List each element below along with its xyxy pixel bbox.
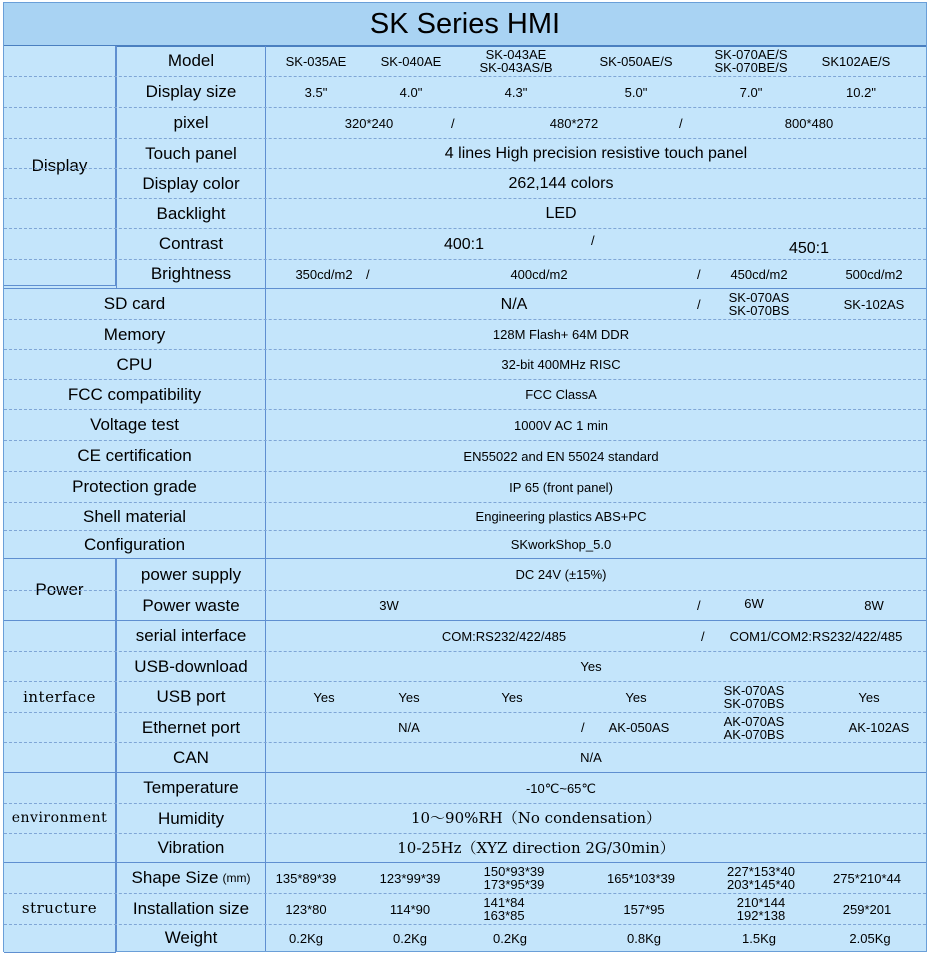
label-touch: Touch panel [116,139,266,168]
label-usb-port: USB port [116,682,266,712]
cell-weight-4: 0.8Kg [627,930,661,946]
cell-install-5 [716,894,806,924]
cell-model-4: SK-050AE/S [599,53,673,69]
label-power-supply: power supply [116,559,266,590]
cell-eth-3 [704,713,804,742]
cell-weight-2: 0.2Kg [393,930,427,946]
bright-sep-2: / [697,266,701,282]
row-model [4,46,926,77]
cell-protection: IP 65 (front panel) [509,479,613,495]
cell-weight-5: 1.5Kg [742,930,776,946]
cell-backlight: LED [545,205,577,222]
cell-pixel-3: 800*480 [784,115,834,131]
row-color [4,169,926,199]
cell-weight-3: 0.2Kg [493,930,527,946]
serial-sep: / [701,628,705,644]
cell-contrast-1: 400:1 [443,235,485,253]
row-display-size [4,77,926,108]
cell-shape-3a: 150*93*39 [483,864,545,879]
row-shell [4,503,926,531]
label-brightness: Brightness [116,260,266,288]
label-shape-unit: (mm) [222,871,251,885]
row-ethernet [4,713,926,743]
cell-size-4: 5.0" [624,84,648,100]
label-cpu: CPU [4,350,266,379]
cell-model-5a: SK-070AE/S [714,47,788,62]
row-usb-port [4,682,926,713]
cell-usb-3: Yes [501,689,523,705]
cell-sd-2b: SK-070BS [728,303,790,318]
row-brightness [4,260,926,289]
label-usb-download: USB-download [116,652,266,681]
cell-size-2: 4.0" [399,84,423,100]
row-power-supply [4,559,926,591]
cell-size-6: 10.2" [846,84,876,100]
cell-sd-1: N/A [500,295,528,313]
cell-bright-2: 400cd/m2 [510,266,568,282]
cell-voltage: 1000V AC 1 min [514,417,608,433]
row-humidity [4,804,926,834]
cell-usb-5a: SK-070AS [723,683,785,698]
cell-install-2: 114*90 [389,901,431,917]
cell-install-3b: 163*85 [483,908,525,923]
cell-sd-2a: SK-070AS [728,290,790,305]
cell-weight-6: 2.05Kg [849,930,891,946]
row-install [4,894,926,925]
cell-temperature: -10℃~65℃ [525,780,597,796]
cell-waste-2: 6W [744,596,764,611]
row-shape [4,863,926,894]
cell-pixel-1: 320*240 [344,115,394,131]
label-protection: Protection grade [4,472,266,502]
cell-cpu: 32-bit 400MHz RISC [501,357,621,372]
pixel-sep-1: / [451,115,455,131]
row-pixel [4,108,926,139]
cell-pixel-2: 480*272 [549,115,599,131]
cell-model-1: SK-035AE [285,53,347,69]
waste-sep: / [697,598,701,613]
cell-sd-3: SK-102AS [843,296,905,312]
cell-model-2: SK-040AE [380,53,442,69]
bright-sep-1: / [366,266,370,282]
label-ce: CE certification [4,441,266,471]
label-contrast: Contrast [116,229,266,259]
label-voltage: Voltage test [4,410,266,440]
row-power-waste [4,591,926,621]
cell-touch: 4 lines High precision resistive touch panel [444,145,748,162]
row-sd [4,289,926,320]
cell-model-3 [456,46,576,76]
cell-shape-3b: 173*95*39 [483,877,545,892]
label-backlight: Backlight [116,199,266,228]
cell-usb-1: Yes [313,689,335,705]
cell-usb-download: Yes [580,659,602,674]
group-display: Display [4,46,116,286]
cell-install-3 [464,894,544,924]
cell-eth-3a: AK-070AS [723,713,785,729]
cell-serial-2: COM1/COM2:RS232/422/485 [729,628,903,644]
cell-size-1: 3.5" [304,84,328,100]
cell-shape-4: 165*103*39 [607,870,675,886]
row-cpu [4,350,926,380]
cell-model-5b: SK-070BE/S [714,60,788,75]
cell-serial-1: COM:RS232/422/485 [441,628,567,644]
cell-usb-5b: SK-070BS [723,696,785,711]
row-vibration [4,834,926,863]
cell-memory: 128M Flash+ 64M DDR [492,327,630,342]
cell-model-5 [696,46,806,76]
cell-shape-5 [716,863,806,893]
label-vibration: Vibration [116,834,266,862]
label-ethernet: Ethernet port [116,713,266,742]
group-environment: environment [4,773,116,863]
row-temperature [4,773,926,804]
row-voltage [4,410,926,441]
group-interface: interface [4,621,116,773]
cell-shape-3 [474,863,554,893]
cell-ce: EN55022 and EN 55024 standard [463,448,659,464]
cell-eth-2: AK-050AS [608,720,670,735]
label-display-size: Display size [116,77,266,107]
label-can: CAN [116,743,266,772]
row-fcc [4,380,926,410]
cell-fcc: FCC ClassA [525,387,597,402]
row-config [4,531,926,559]
row-serial [4,621,926,652]
label-color: Display color [116,169,266,198]
cell-bright-3: 450cd/m2 [730,266,788,282]
cell-usb-6: Yes [858,689,880,705]
cell-usb-5 [704,682,804,712]
label-model: Model [116,46,266,76]
cell-usb-4: Yes [625,689,647,705]
row-contrast [4,229,926,260]
row-weight [4,925,926,951]
group-structure: structure [4,863,116,953]
cell-model-3a: SK-043AE [485,47,547,62]
cell-install-5b: 192*138 [736,908,786,923]
cell-shape-5b: 203*145*40 [727,877,795,892]
cell-vibration: 10-25Hz（XYZ direction 2G/30min） [397,838,675,857]
label-fcc: FCC compatibility [4,380,266,409]
label-shape [116,863,266,893]
spec-table [3,2,927,952]
label-memory: Memory [4,320,266,349]
eth-sep: / [581,720,585,735]
row-can [4,743,926,773]
row-usb-download [4,652,926,682]
cell-shape-1: 135*89*39 [275,870,337,886]
cell-contrast-2: 450:1 [788,239,830,257]
cell-size-3: 4.3" [504,84,528,100]
label-serial: serial interface [116,621,266,651]
cell-size-5: 7.0" [739,84,763,100]
label-config: Configuration [4,531,266,558]
sd-sep: / [697,296,701,312]
cell-weight-1: 0.2Kg [289,930,323,946]
contrast-sep: / [591,232,595,248]
row-ce [4,441,926,472]
label-power-waste: Power waste [116,591,266,620]
cell-shape-6: 275*210*44 [833,870,901,886]
cell-waste-1: 3W [379,598,399,613]
cell-shape-5a: 227*153*40 [727,864,795,879]
cell-usb-2: Yes [398,689,420,705]
cell-bright-4: 500cd/m2 [845,266,903,282]
cell-eth-3b: AK-070BS [723,726,785,742]
label-weight: Weight [116,925,266,951]
group-power: Power [4,559,116,621]
label-pixel: pixel [116,108,266,138]
label-shape-text: Shape Size [131,868,219,887]
pixel-sep-2: / [679,115,683,131]
label-install: Installation size [116,894,266,924]
cell-shell: Engineering plastics ABS+PC [475,509,647,524]
cell-sd-2 [709,289,809,319]
row-touch [4,139,926,169]
label-shell: Shell material [4,503,266,530]
cell-config: SKworkShop_5.0 [510,537,612,552]
cell-install-4: 157*95 [623,901,665,917]
cell-humidity: 10～90%RH（No condensation） [410,809,662,827]
cell-power-supply: DC 24V (±15%) [515,567,607,582]
cell-eth-1: N/A [398,720,420,735]
cell-can: N/A [580,750,602,765]
cell-install-3a: 141*84 [483,895,525,910]
cell-model-3b: SK-043AS/B [479,60,553,75]
cell-color: 262,144 colors [508,175,614,192]
cell-install-1: 123*80 [285,901,327,917]
table-title: SK Series HMI [4,3,926,47]
cell-bright-1: 350cd/m2 [295,266,353,282]
cell-eth-4: AK-102AS [848,720,910,735]
row-memory [4,320,926,350]
label-humidity: Humidity [116,804,266,833]
cell-waste-3: 8W [864,598,884,613]
row-backlight [4,199,926,229]
cell-install-5a: 210*144 [736,895,786,910]
cell-shape-2: 123*99*39 [379,870,441,886]
cell-model-6: SK102AE/S [821,53,891,69]
label-sd: SD card [4,289,266,319]
row-protection [4,472,926,503]
cell-install-6: 259*201 [842,901,892,917]
label-temperature: Temperature [116,773,266,803]
